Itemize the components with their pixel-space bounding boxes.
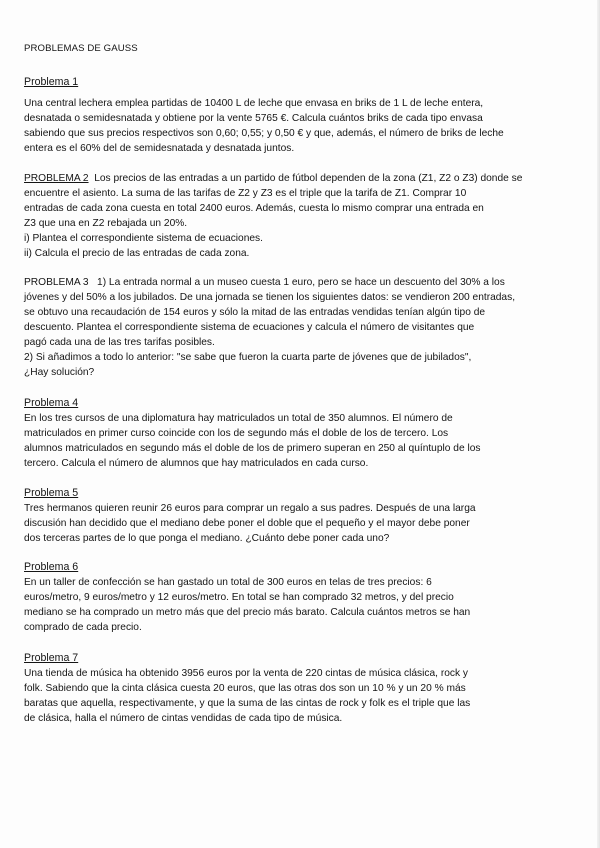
problem-5-line: dos terceras partes de lo que ponga el mediano. ¿Cuánto debe poner cada uno? (24, 533, 390, 544)
problem-3-line: 1) La entrada normal a un museo cuesta 1 euro, pero se hace un descuento del 30% a los (97, 277, 505, 288)
problem-7-line: de clásica, halla el número de cintas vendidas de cada tipo de música. (24, 713, 343, 724)
problem-1-line: Una central lechera emplea partidas de 10400 L de leche que envasa en briks de 1 L de leche entera, (24, 98, 484, 109)
problem-3 (24, 275, 584, 380)
problem-2-line: i) Plantea el correspondiente sistema de ecuaciones. (24, 233, 263, 244)
problem-2-heading: PROBLEMA 2 (24, 173, 89, 184)
problem-3-line: jóvenes y del 50% a los jubilados. De una jornada se tienen los siguientes datos: se vendieron 200 entradas, (24, 292, 516, 303)
problem-1-line: entera es el 60% del de semidesnatada y desnatada juntos. (24, 143, 295, 154)
problem-6-line: En un taller de confección se han gastado un total de 300 euros en telas de tres precios: 6 (24, 577, 432, 588)
document-title: PROBLEMAS DE GAUSS (24, 43, 138, 54)
problem-2-line: Z3 que una en Z2 rebajada un 20%. (24, 218, 188, 229)
problem-2 (24, 171, 584, 261)
problem-6-line: mediano se ha comprado un metro más que del precio más barato. Calcula cuántos metros se han (24, 607, 471, 618)
problem-6-heading: Problema 6 (24, 561, 79, 573)
problem-3-first-line (24, 275, 584, 290)
problem-1-line: desnatada o semidesnatada y obtiene por la vente 5765 €. Calcula cuántos briks de cada tipo envasa (24, 113, 483, 124)
problem-4-heading: Problema 4 (24, 397, 79, 409)
problem-7-heading: Problema 7 (24, 652, 79, 664)
problem-3-line: se obtuvo una recaudación de 154 euros y sólo la mitad de las entradas vendidas tenían algún tipo de (24, 307, 486, 318)
problem-7-line: baratas que aquella, respectivamente, y que la suma de las cintas de rock y folk es el triple que las (24, 698, 471, 709)
problem-6-line: comprado de cada precio. (24, 622, 142, 633)
problem-4-line: matriculados en primer curso coincide con los de segundo más el doble de los de tercero. Los (24, 428, 449, 439)
problem-6 (24, 560, 584, 635)
problem-4-line: En los tres cursos de una diplomatura hay matriculados un total de 350 alumnos. El número de (24, 413, 453, 424)
problem-2-line: encuentre el asiento. La suma de las tarifas de Z2 y Z3 es el triple que la tarifa de Z1. Comprar 10 (24, 188, 467, 199)
problem-1-heading: Problema 1 (24, 76, 79, 88)
problem-2-line: entradas de cada zona cuesta en total 2400 euros. Además, cuesta lo mismo comprar una entrada en (24, 203, 484, 214)
problem-4 (24, 396, 584, 471)
problem-4-line: alumnos matriculados en segundo más el doble de los de primero superan en 250 al quíntuplo de los (24, 443, 481, 454)
problem-7-line: folk. Sabiendo que la cinta clásica cuesta 20 euros, que las otras dos son un 10 % y un 20 % más (24, 683, 466, 694)
problem-3-line: descuento. Plantea el correspondiente sistema de ecuaciones y calcula el número de visitantes que (24, 322, 475, 333)
problem-5-line: discusión han decidido que el mediano debe poner el doble que el pequeño y el mayor debe poner (24, 518, 470, 529)
problem-3-heading: PROBLEMA 3 (24, 277, 89, 288)
problem-1 (24, 75, 584, 156)
problem-3-line: ¿Hay solución? (24, 367, 95, 378)
problem-2-line: Los precios de las entradas a un partido de fútbol dependen de la zona (Z1, Z2 o Z3) donde se (94, 173, 523, 184)
problem-7-line: Una tienda de música ha obtenido 3956 euros por la venta de 220 cintas de música clásica, rock y (24, 668, 468, 679)
problem-5-heading: Problema 5 (24, 487, 79, 499)
problem-4-line: tercero. Calcula el número de alumnos que hay matriculados en cada curso. (24, 458, 369, 469)
problem-5 (24, 486, 584, 546)
problem-2-line: ii) Calcula el precio de las entradas de cada zona. (24, 248, 250, 259)
problem-2-first-line (24, 171, 584, 186)
problem-5-line: Tres hermanos quieren reunir 26 euros para comprar un regalo a sus padres. Después de una larga (24, 503, 476, 514)
problem-7 (24, 651, 584, 726)
problem-3-line: pagó cada una de las tres tarifas posibles. (24, 337, 215, 348)
problem-3-line: 2) Si añadimos a todo lo anterior: "se sabe que fueron la cuarta parte de jóvenes que de jubilados", (24, 352, 472, 363)
problem-1-line: sabiendo que sus precios respectivos son 0,60; 0,55; y 0,50 € y que, además, el número de briks de leche (24, 128, 504, 139)
problem-6-line: euros/metro, 9 euros/metro y 12 euros/metro. En total se han comprado 32 metros, y del precio (24, 592, 454, 603)
